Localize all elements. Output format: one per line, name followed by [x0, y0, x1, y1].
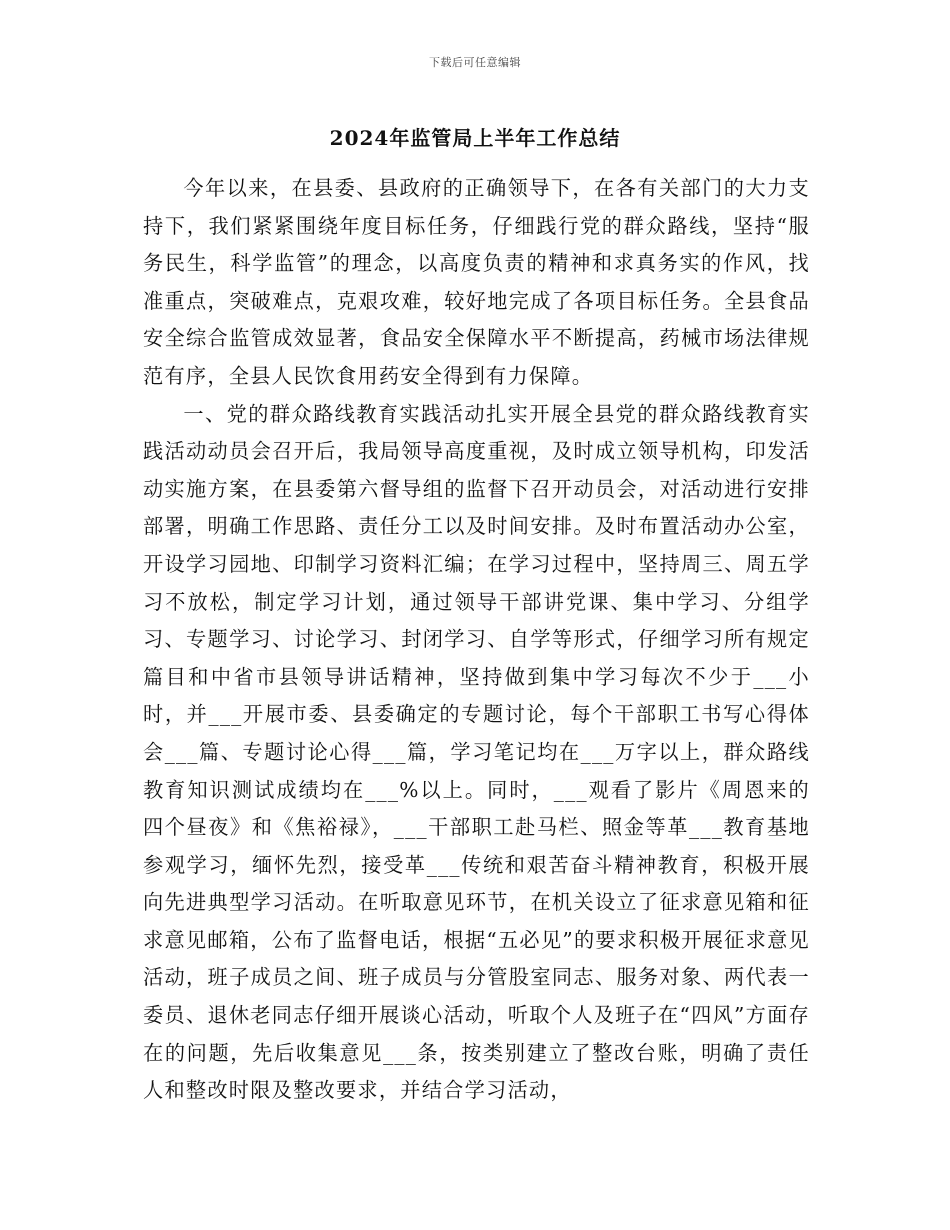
paragraph-section-one: 一、党的群众路线教育实践活动扎实开展全县党的群众路线教育实践活动动员会召开后，我局领导高度重视，及时成立领导机构，印发活动实施方案，在县委第六督导组的监督下召开动员会，对活动进行安排部署，明确工作思路、责任分工以及时间安排。及时布置活动办公室，开设学习园地、印制学习资料汇编；在学习过程中，坚持周三、周五学习不放松，制定学习计划，通过领导干部讲党课、集中学习、分组学习、专题学习、讨论学习、封闭学习、自学等形式，仔细学习所有规定篇目和中省市县领导讲话精神，坚持做到集中学习每次不少于___小时，并___开展市委、县委确定的专题讨论，每个干部职工书写心得体会___篇、专题讨论心得___篇，学习笔记均在___万字以上，群众路线教育知识测试成绩均在___%以上。同时，___观看了影片《周恩来的四个昼夜》和《焦裕禄》，___干部职工赴马栏、照金等革___教育基地参观学习，缅怀先烈，接受革___传统和艰苦奋斗精神教育，积极开展向先进典型学习活动。在听取意见环节，在机关设立了征求意见箱和征求意见邮箱，公布了监督电话，根据“五必见”的要求积极开展征求意见活动，班子成员之间、班子成员与分管股室同志、服务对象、两代表一委员、退休老同志仔细开展谈心活动，听取个人及班子在“四风”方面存在的问题，先后收集意见___条，按类别建立了整改台账，明确了责任人和整改时限及整改要求，并结合学习活动， — [143, 401, 810, 1103]
document-title: 2024年监管局上半年工作总结 — [329, 126, 621, 150]
document-body — [143, 170, 810, 1110]
paragraph-intro: 今年以来，在县委、县政府的正确领导下，在各有关部门的大力支持下，我们紧紧围绕年度目标任务，仔细践行党的群众路线，坚持“服务民生，科学监管”的理念，以高度负责的精神和求真务实的作风，找准重点，突破难点，克艰攻难，较好地完成了各项目标任务。全县食品安全综合监管成效显著，食品安全保障水平不断提高，药械市场法律规范有序，全县人民饮食用药安全得到有力保障。 — [143, 176, 810, 388]
page-header-note: 下载后可任意编辑 — [429, 56, 521, 69]
